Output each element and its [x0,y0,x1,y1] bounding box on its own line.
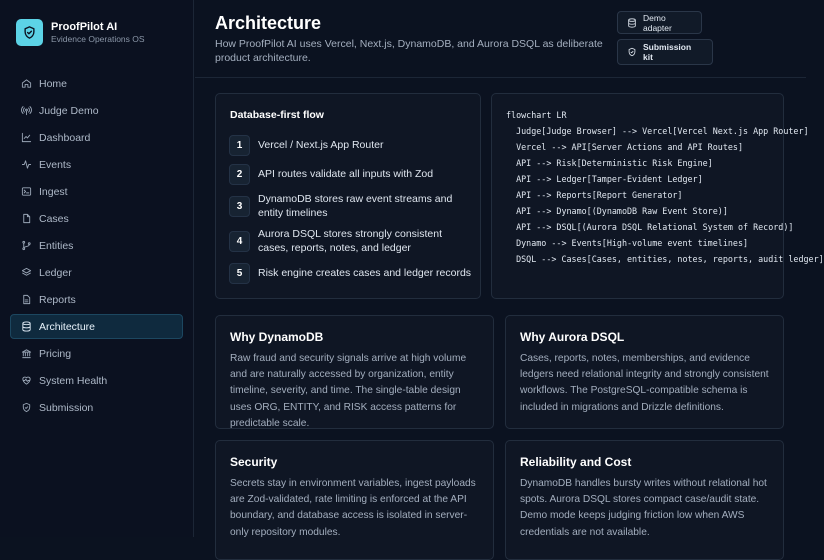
database-icon [627,18,637,28]
bank-icon [20,348,32,360]
code-line: Vercel --> API[Server Actions and API Routes] [506,142,743,152]
card-body: DynamoDB handles bursty writes without relational hot spots. Aurora DSQL stores compact case/audit state. Demo mode keeps judging friction low when AWS credentials are not available. [520,478,767,538]
database-flow-panel [215,93,481,299]
file-icon [20,213,32,225]
code-line: flowchart LR [506,110,567,120]
sidebar-item-home[interactable] [10,71,183,96]
card-body: Cases, reports, notes, memberships, and evidence ledgers need relational integrity and strongly consistent workflows. The PostgreSQL-compatible schema is included in migrations and Drizzle definitions. [520,353,769,413]
sidebar-item-ledger[interactable] [10,260,183,285]
database-icon [20,321,32,333]
code-line: API --> DSQL[(Aurora DSQL Relational System of Record)] [506,222,794,232]
page-description: How ProofPilot AI uses Vercel, Next.js, DynamoDB, and Aurora DSQL as deliberate product architecture. [215,38,603,64]
step-number: 5 [229,263,250,284]
broadcast-icon [20,105,32,117]
flow-title: Database-first flow [230,109,324,121]
sidebar-item-entities[interactable] [10,233,183,258]
sidebar-item-system-health[interactable] [10,368,183,393]
branch-icon [20,240,32,252]
terminal-icon [20,186,32,198]
code-line: API --> Dynamo[(DynamoDB Raw Event Store)] [506,206,728,216]
step-number: 4 [229,231,250,252]
code-line: DSQL --> Cases[Cases, entities, notes, reports, audit ledger] [506,254,824,264]
card-title: Why DynamoDB [230,330,324,344]
sidebar-item-label: Home [39,77,68,90]
code-line: Judge[Judge Browser] --> Vercel[Vercel Next.js App Router] [506,126,809,136]
page-title: Architecture [215,13,322,33]
demo-adapter-button[interactable] [617,11,702,34]
flow-step [229,228,470,255]
sidebar-item-label: System Health [39,374,108,387]
code-line: API --> Ledger[Tamper-Evident Ledger] [506,174,703,184]
sidebar-item-label: Pricing [39,347,72,360]
demo-adapter-label: Demo adapter [643,12,672,33]
sidebar-item-label: Judge Demo [39,104,99,117]
sidebar-item-cases[interactable] [10,206,183,231]
layers-icon [20,267,32,279]
step-text: Risk engine creates cases and ledger records [258,266,472,279]
card-body: Secrets stay in environment variables, ingest payloads are Zod-validated, rate limiting is enforced at the API boundary, and database access is isolated in server-only repository modules. [230,478,476,538]
shield-check-icon [20,402,32,414]
sidebar-item-label: Cases [39,212,69,225]
activity-icon [20,159,32,171]
brand-subtitle: Evidence Operations OS [51,33,145,44]
brand-name: ProofPilot AI [51,20,118,33]
sidebar-nav [10,71,183,422]
shield-check-icon [627,47,637,57]
sidebar-item-label: Reports [39,293,76,306]
sidebar-item-judge-demo[interactable] [10,98,183,123]
report-icon [20,294,32,306]
sidebar-item-pricing[interactable] [10,341,183,366]
card-title: Why Aurora DSQL [520,330,625,344]
step-text: Aurora DSQL stores strongly consistent cases, reports, notes, and ledger [258,228,443,254]
home-icon [20,78,32,90]
card-title: Security [230,455,278,469]
step-number: 1 [229,135,250,156]
sidebar-item-label: Dashboard [39,131,91,144]
chart-icon [20,132,32,144]
sidebar-item-architecture[interactable] [10,314,183,339]
flow-step [229,164,433,185]
step-number: 2 [229,164,250,185]
code-line: API --> Reports[Report Generator] [506,190,683,200]
sidebar [0,0,194,537]
code-line: API --> Risk[Deterministic Risk Engine] [506,158,713,168]
why-aurora-dsql-card [505,315,784,429]
card-title: Reliability and Cost [520,455,632,469]
sidebar-item-submission[interactable] [10,395,183,420]
sidebar-item-label: Entities [39,239,74,252]
heart-pulse-icon [20,375,32,387]
sidebar-item-dashboard[interactable] [10,125,183,150]
sidebar-item-label: Ledger [39,266,72,279]
security-card [215,440,494,560]
why-dynamodb-card [215,315,494,429]
sidebar-item-reports[interactable] [10,287,183,312]
page-header [195,0,806,78]
sidebar-item-ingest[interactable] [10,179,183,204]
step-text: API routes validate all inputs with Zod [258,167,434,180]
sidebar-item-label: Events [39,158,72,171]
submission-kit-button[interactable] [617,39,713,65]
sidebar-item-label: Ingest [39,185,68,198]
step-text: Vercel / Next.js App Router [258,138,384,151]
shield-logo-icon [16,19,43,46]
submission-kit-label: Submission kit [643,42,692,62]
card-body: Raw fraud and security signals arrive at high volume and are naturally accessed by organization, entity timeline, severity, and time. The single-table design uses ORG, ENTITY, and RISK access patterns for predictable scale. [230,353,467,429]
code-line: Dynamo --> Events[High-volume event timelines] [506,238,749,248]
mermaid-code-panel [491,93,824,299]
flow-step [229,135,383,156]
flow-step [229,263,471,284]
sidebar-item-events[interactable] [10,152,183,177]
sidebar-item-label: Submission [39,401,94,414]
reliability-cost-card [505,440,784,560]
sidebar-item-label: Architecture [39,320,96,333]
step-text: DynamoDB stores raw event streams and entity timelines [258,193,453,219]
step-number: 3 [229,196,250,217]
brand[interactable] [16,19,145,46]
flow-step [229,193,473,220]
